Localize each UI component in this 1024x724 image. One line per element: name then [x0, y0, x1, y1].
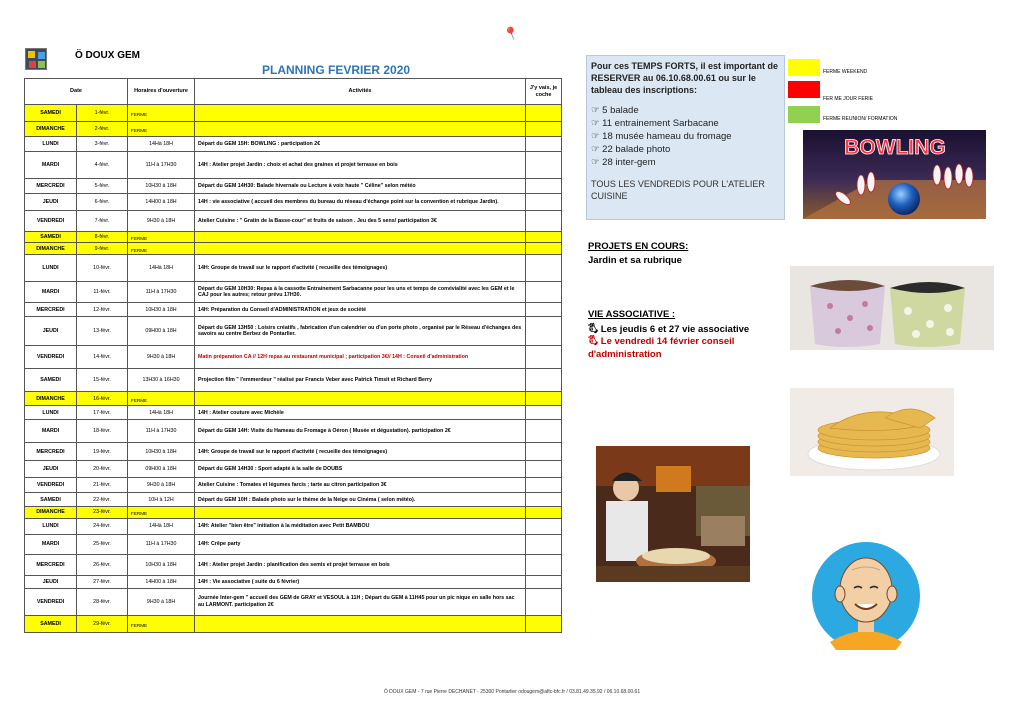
activity-cell	[195, 122, 526, 137]
check-cell[interactable]	[526, 443, 562, 461]
activity-cell: 14H : Atelier projet Jardin : planification des semis et projet terrasse en bois	[195, 554, 526, 575]
activity-cell	[195, 507, 526, 518]
hours-cell	[128, 507, 195, 518]
pointing-hand-icon: ☞	[591, 105, 600, 116]
pointing-hand-icon: ☞	[591, 131, 600, 142]
associative-line-2-text: Le vendredi 14 février conseil d'administration	[588, 336, 735, 360]
activity-cell	[195, 243, 526, 255]
day-cell: LUNDI	[25, 137, 77, 152]
hours-cell: 9H30 à 18H	[128, 346, 195, 369]
activity-cell: 14H: Groupe de travail sur le rapport d'activité ( recueille des témoignages)	[195, 255, 526, 282]
reservation-info-box	[586, 55, 785, 220]
temps-fort-text: 5 balade	[602, 105, 639, 116]
table-row	[25, 152, 562, 179]
check-cell[interactable]	[526, 122, 562, 137]
gem-logo	[25, 48, 47, 70]
date-cell: 4-févr.	[77, 152, 128, 179]
legend-label-meeting: FERME REUNION/ FORMATION	[823, 116, 898, 122]
activity-cell: Matin préparation CA // 12H repas au restaurant municipal ; participation 3€// 14H : Conseil d'administration	[195, 346, 526, 369]
date-cell: 6-févr.	[77, 194, 128, 211]
hours-cell: 9H30 à 18H	[128, 478, 195, 493]
hours-cell: 14Hà 18H	[128, 137, 195, 152]
activity-cell: Journée Inter-gem " accueil des GEM de GRAY et VESOUL à 11H ; Départ du GEM à 11H45 pour un pic nique en salle hors sac au LARMONT. participation 2€	[195, 588, 526, 615]
table-row	[25, 255, 562, 282]
day-cell: MARDI	[25, 420, 77, 443]
column-header-check: J'y vais, je coche	[526, 79, 562, 105]
day-cell: MERCREDI	[25, 179, 77, 194]
temps-fort-item	[591, 104, 780, 117]
page-footer: Ö DOUX GEM - 7 rue Pierre DECHANET - 25300 Pontarlier odougem@aftc-bfc.fr / 03.81.49.35.92 / 06.10.68.00.61	[383, 689, 641, 695]
legend-swatch-holiday	[788, 81, 820, 98]
date-cell: 14-févr.	[77, 346, 128, 369]
hours-cell	[128, 615, 195, 632]
date-cell: 24-févr.	[77, 518, 128, 534]
check-cell[interactable]	[526, 282, 562, 303]
activity-cell: 14H : Vie associative ( suite du 6 février)	[195, 575, 526, 588]
day-cell: VENDREDI	[25, 211, 77, 232]
day-cell: SAMEDI	[25, 105, 77, 122]
hours-cell: 14H00 à 18H	[128, 575, 195, 588]
table-row	[25, 211, 562, 232]
closed-label: FERME	[131, 397, 148, 403]
hours-cell: 14H00 à 18H	[128, 194, 195, 211]
pointing-hand-icon: ☞	[591, 118, 600, 129]
day-cell: JEUDI	[25, 461, 77, 478]
activity-cell: Projection film " l'emmerdeur " réalisé par Francis Veber avec Patrick Timsit et Richard Berry	[195, 369, 526, 392]
hours-cell: 11H à 17H30	[128, 282, 195, 303]
legend-label-weekend: FERME WEEKEND	[823, 69, 868, 75]
check-cell[interactable]	[526, 137, 562, 152]
bowling-logo-text: BOWLING	[844, 136, 946, 159]
day-cell: DIMANCHE	[25, 507, 77, 518]
projects-title: PROJETS EN COURS:	[588, 241, 689, 252]
temps-fort-item	[591, 117, 780, 130]
check-cell[interactable]	[526, 575, 562, 588]
table-row	[25, 507, 562, 518]
date-cell: 29-févr.	[77, 615, 128, 632]
check-cell[interactable]	[526, 420, 562, 443]
pointing-hand-icon: ☞	[591, 144, 600, 155]
date-cell: 18-févr.	[77, 420, 128, 443]
date-cell: 28-févr.	[77, 588, 128, 615]
closed-label: FERME	[131, 511, 148, 517]
activity-cell: Départ du GEM 10H : Balade photo sur le thème de la Neige ou Cinéma ( selon météo).	[195, 493, 526, 507]
info-footer: TOUS LES VENDREDIS POUR L'ATELIER CUISINE	[591, 179, 765, 201]
day-cell: MERCREDI	[25, 443, 77, 461]
date-cell: 12-févr.	[77, 303, 128, 317]
hours-cell: 13H30 à 16H30	[128, 369, 195, 392]
table-row	[25, 493, 562, 507]
org-name: Ö DOUX GEM	[75, 50, 141, 61]
hours-cell	[128, 105, 195, 122]
day-cell: MARDI	[25, 282, 77, 303]
table-row	[25, 588, 562, 615]
temps-fort-text: 11 entrainement Sarbacane	[602, 118, 719, 129]
day-cell: JEUDI	[25, 575, 77, 588]
activity-cell: 14H : vie associative ( accueil des membres du bureau du réseau d'échange point sur la convention et rubrique Jardin).	[195, 194, 526, 211]
date-cell: 16-févr.	[77, 392, 128, 406]
check-cell[interactable]	[526, 232, 562, 243]
date-cell: 2-févr.	[77, 122, 128, 137]
table-row	[25, 534, 562, 554]
activity-cell: Départ du GEM 13H50 : Loisirs créatifs , fabrication d'un calendrier ou d'un porte photo , organisé par le Réseau d'échanges des savoirs au centre Berbez de Pontarlier.	[195, 317, 526, 346]
fabric-baskets-image	[790, 266, 994, 350]
temps-fort-item	[591, 156, 780, 169]
date-cell: 21-févr.	[77, 478, 128, 493]
day-cell: LUNDI	[25, 255, 77, 282]
table-row	[25, 303, 562, 317]
activity-cell: 14H: Groupe de travail sur le rapport d'activité ( recueille des témoignages)	[195, 443, 526, 461]
activity-cell	[195, 105, 526, 122]
bald-man-cartoon	[810, 542, 922, 650]
check-cell[interactable]	[526, 392, 562, 406]
activity-cell: Départ du GEM 10H30: Repas à la cassotte Entrainement Sarbacanne pour les uns et temps de convivialité avec les GEM et le CAJ pour les autres; retour prévu 17H30.	[195, 282, 526, 303]
day-cell: VENDREDI	[25, 588, 77, 615]
day-cell: LUNDI	[25, 518, 77, 534]
date-cell: 1-févr.	[77, 105, 128, 122]
check-cell[interactable]	[526, 243, 562, 255]
check-cell[interactable]	[526, 369, 562, 392]
day-cell: VENDREDI	[25, 346, 77, 369]
hours-cell: 11H à 17H30	[128, 420, 195, 443]
table-row	[25, 392, 562, 406]
activity-cell	[195, 232, 526, 243]
check-cell[interactable]	[526, 507, 562, 518]
date-cell: 8-févr.	[77, 232, 128, 243]
associative-line-2	[588, 335, 778, 361]
hours-cell: 14Hà 18H	[128, 518, 195, 534]
date-cell: 3-févr.	[77, 137, 128, 152]
pointing-hand-icon: ☞	[591, 157, 600, 168]
table-row	[25, 282, 562, 303]
hours-cell: 11H à 17H30	[128, 534, 195, 554]
date-cell: 15-févr.	[77, 369, 128, 392]
day-cell: SAMEDI	[25, 615, 77, 632]
check-cell[interactable]	[526, 554, 562, 575]
check-cell[interactable]	[526, 255, 562, 282]
table-row	[25, 137, 562, 152]
date-cell: 13-févr.	[77, 317, 128, 346]
closed-label: FERME	[131, 127, 148, 133]
hours-cell: 09H00 à 18H	[128, 461, 195, 478]
table-row	[25, 420, 562, 443]
projects-text: Jardin et sa rubrique	[588, 255, 682, 266]
day-cell: MARDI	[25, 534, 77, 554]
closed-label: FERME	[131, 236, 148, 241]
page-title: PLANNING FEVRIER 2020	[262, 63, 411, 77]
cheese-museum-image	[596, 446, 750, 582]
check-cell[interactable]	[526, 105, 562, 122]
table-row	[25, 105, 562, 122]
activity-cell: 14H : Atelier couture avec Michèle	[195, 406, 526, 420]
hours-cell: 10H à 12H	[128, 493, 195, 507]
activity-cell	[195, 615, 526, 632]
legend-swatch-meeting	[788, 106, 820, 123]
date-cell: 20-févr.	[77, 461, 128, 478]
table-row	[25, 615, 562, 632]
check-cell[interactable]	[526, 194, 562, 211]
hand-pointing-icon: 🖏	[588, 336, 599, 347]
associative-title: VIE ASSOCIATIVE :	[588, 309, 676, 320]
day-cell: DIMANCHE	[25, 243, 77, 255]
hours-cell	[128, 122, 195, 137]
table-row	[25, 232, 562, 243]
activity-cell	[195, 392, 526, 406]
hours-cell	[128, 232, 195, 243]
table-row	[25, 443, 562, 461]
check-cell[interactable]	[526, 478, 562, 493]
column-header-date: Date	[25, 79, 128, 105]
table-row	[25, 122, 562, 137]
temps-forts-list	[591, 104, 780, 169]
table-row	[25, 518, 562, 534]
activity-cell: 14H: Atelier "bien être" initiation à la méditation avec Petit BAMBOU	[195, 518, 526, 534]
date-cell: 19-févr.	[77, 443, 128, 461]
temps-fort-item	[591, 130, 780, 143]
column-header-hours: Horaires d'ouverture	[128, 79, 195, 105]
legend-swatch-weekend	[788, 59, 820, 76]
closed-label: FERME	[131, 247, 148, 253]
table-row	[25, 346, 562, 369]
hours-cell: 10H30 à 18H	[128, 443, 195, 461]
column-header-activities: Activités	[195, 79, 526, 105]
hours-cell	[128, 243, 195, 255]
day-cell: MERCREDI	[25, 303, 77, 317]
check-cell[interactable]	[526, 317, 562, 346]
date-cell: 17-févr.	[77, 406, 128, 420]
date-cell: 10-févr.	[77, 255, 128, 282]
check-cell[interactable]	[526, 152, 562, 179]
table-row	[25, 461, 562, 478]
activity-cell: Atelier Cuisine : Tomates et légumes farcis ; tarte au citron participation 3€	[195, 478, 526, 493]
check-cell[interactable]	[526, 461, 562, 478]
table-row	[25, 243, 562, 255]
day-cell: SAMEDI	[25, 493, 77, 507]
activity-cell: Départ du GEM 14H30 : Sport adapté à la salle de DOUBS	[195, 461, 526, 478]
date-cell: 11-févr.	[77, 282, 128, 303]
activity-cell: Départ du GEM 14H30: Balade hivernale ou Lecture à voix haute " Céline" selon météo	[195, 179, 526, 194]
temps-fort-text: 28 inter-gem	[602, 157, 656, 168]
table-row	[25, 575, 562, 588]
hours-cell: 14Hà 18H	[128, 406, 195, 420]
temps-fort-text: 22 balade photo	[602, 144, 671, 155]
hours-cell: 10H30 à 18H	[128, 303, 195, 317]
table-row	[25, 317, 562, 346]
table-header-row	[25, 79, 562, 105]
date-cell: 22-févr.	[77, 493, 128, 507]
activity-cell: 14H: Préparation du Conseil d'ADMINISTRATION et jeux de société	[195, 303, 526, 317]
day-cell: LUNDI	[25, 406, 77, 420]
activity-cell: Atelier Cuisine : " Gratin de la Basse-cour" et fruits de saison . Jeu des 5 sens/ participation 3€	[195, 211, 526, 232]
date-cell: 26-févr.	[77, 554, 128, 575]
associative-line-1-text: Les jeudis 6 et 27 vie associative	[600, 324, 750, 335]
activity-cell: 14H: Crêpe party	[195, 534, 526, 554]
check-cell[interactable]	[526, 615, 562, 632]
table-row	[25, 554, 562, 575]
check-cell[interactable]	[526, 211, 562, 232]
hours-cell: 14Hà 18H	[128, 255, 195, 282]
activity-cell: 14H : Atelier projet Jardin : choix et achat des graines et projet terrasse en bois	[195, 152, 526, 179]
table-row	[25, 406, 562, 420]
hours-cell: 11H à 17H30	[128, 152, 195, 179]
table-row	[25, 369, 562, 392]
hours-cell: 10H30 à 18H	[128, 179, 195, 194]
hand-pointing-icon: 🖏	[588, 324, 599, 335]
temps-fort-text: 18 musée hameau du fromage	[602, 131, 732, 142]
day-cell: JEUDI	[25, 317, 77, 346]
hours-cell: 9H30 à 18H	[128, 211, 195, 232]
check-cell[interactable]	[526, 346, 562, 369]
hours-cell: 09H00 à 18H	[128, 317, 195, 346]
check-cell[interactable]	[526, 493, 562, 507]
planning-table	[24, 78, 562, 633]
activity-cell: Départ du GEM 15H: BOWLING : participation 2€	[195, 137, 526, 152]
table-row	[25, 478, 562, 493]
check-cell[interactable]	[526, 303, 562, 317]
day-cell: MARDI	[25, 152, 77, 179]
check-cell[interactable]	[526, 588, 562, 615]
day-cell: JEUDI	[25, 194, 77, 211]
pushpin-icon: 📍	[501, 23, 523, 44]
closed-label: FERME	[131, 622, 148, 628]
date-cell: 7-févr.	[77, 211, 128, 232]
date-cell: 9-févr.	[77, 243, 128, 255]
date-cell: 5-févr.	[77, 179, 128, 194]
check-cell[interactable]	[526, 534, 562, 554]
closed-label: FERME	[131, 111, 148, 117]
date-cell: 27-févr.	[77, 575, 128, 588]
day-cell: DIMANCHE	[25, 392, 77, 406]
table-row	[25, 179, 562, 194]
check-cell[interactable]	[526, 518, 562, 534]
day-cell: SAMEDI	[25, 369, 77, 392]
date-cell: 25-févr.	[77, 534, 128, 554]
hours-cell	[128, 392, 195, 406]
day-cell: MERCREDI	[25, 554, 77, 575]
check-cell[interactable]	[526, 406, 562, 420]
activity-cell: Départ du GEM 14H: Visite du Hameau du Fromage à Oéron ( Musée et dégustation). participation 2€	[195, 420, 526, 443]
legend-label-holiday: FER ME JOUR FERIE	[823, 96, 874, 102]
table-row	[25, 194, 562, 211]
hours-cell: 10H30 à 18H	[128, 554, 195, 575]
check-cell[interactable]	[526, 179, 562, 194]
hours-cell: 9H30 à 18H	[128, 588, 195, 615]
date-cell: 23-févr.	[77, 507, 128, 518]
temps-fort-item	[591, 143, 780, 156]
info-intro: Pour ces TEMPS FORTS, il est important de RESERVER au 06.10.68.00.61 ou sur le tableau des inscriptions:	[591, 61, 779, 95]
day-cell: VENDREDI	[25, 478, 77, 493]
crepes-image	[790, 388, 954, 476]
day-cell: DIMANCHE	[25, 122, 77, 137]
day-cell: SAMEDI	[25, 232, 77, 243]
bowling-image	[803, 130, 986, 219]
